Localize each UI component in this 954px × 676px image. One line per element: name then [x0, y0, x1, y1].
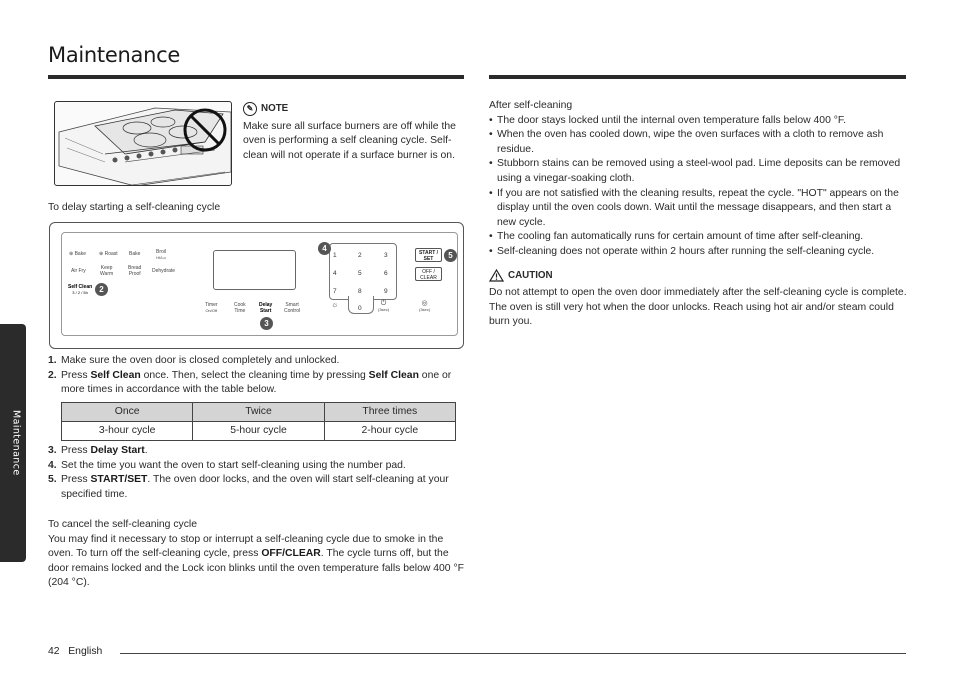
- cancel-heading: To cancel the self-cleaning cycle: [48, 519, 198, 530]
- panel-key-start-set: START / SET: [415, 248, 442, 262]
- text-run: once. Then, select the cleaning time by pressing: [140, 369, 369, 381]
- panel-key-dehydrate: Dehydrate: [152, 268, 176, 274]
- step-number: 2.: [48, 369, 57, 381]
- panel-key-bread-proof: Bread Proof: [128, 265, 142, 277]
- callout-badge-5: 5: [444, 249, 457, 262]
- cooktop-illustration: [54, 101, 232, 186]
- text-run: . The cycle turns off, but the door remains locked and the Lock icon blinks until the oven temperature falls below 400 °F (204 °C).: [48, 548, 464, 589]
- step-text: [61, 369, 464, 398]
- bullet-text: The cooling fan automatically runs for certain amount of time after self-cleaning.: [497, 231, 864, 243]
- text-run: Press: [61, 445, 91, 456]
- delay-heading: To delay starting a self-cleaning cycle: [48, 202, 221, 213]
- bullet-text: The door stays locked until the internal oven temperature falls below 400 °F.: [497, 114, 846, 126]
- cancel-text: [48, 533, 466, 591]
- numpad-key-5: 5: [358, 270, 362, 277]
- text-run: Press: [61, 474, 91, 486]
- panel-key-delay-start: Delay Start: [259, 302, 273, 314]
- numpad-key-3: 3: [384, 252, 388, 259]
- step-text: [61, 354, 464, 369]
- panel-key-broil: Broil HI/Lo: [156, 249, 167, 260]
- panel-key-bake: ⊕ Bake: [69, 251, 86, 257]
- panel-key-smart-control: Smart Control: [284, 302, 301, 314]
- numpad-key-7: 7: [333, 288, 337, 295]
- list-item: [489, 245, 909, 260]
- title-rule-left: [48, 75, 464, 79]
- right-column: [489, 99, 909, 330]
- self-clean-cycle-table: [61, 402, 456, 441]
- bullet-icon: •: [489, 245, 493, 257]
- step-item: [48, 369, 464, 398]
- numpad-key-8: 8: [358, 288, 362, 295]
- panel-key-air-fry: Air Fry: [71, 268, 86, 274]
- light-icon: ☼: [331, 300, 339, 309]
- panel-key-timer: Timer On/Off: [205, 302, 218, 313]
- numpad-key-4: 4: [333, 270, 337, 277]
- steps-list-b: [48, 444, 464, 502]
- list-item: [489, 230, 909, 245]
- bullet-text: If you are not satisfied with the cleaning results, repeat the cycle. "HOT" appears on the display until the oven cools down. Wait until the message disappears, and then start a new cycle.: [497, 187, 899, 228]
- text-run: . The oven door locks, and the oven will start self-cleaning at your specified time.: [61, 474, 449, 500]
- panel-key-off-clear: OFF / CLEAR: [415, 267, 442, 281]
- table-cell: 2-hour cycle: [324, 422, 455, 441]
- text-run: Press: [61, 369, 91, 381]
- panel-key-cook-time: Cook Time: [234, 302, 246, 314]
- step-number: 4.: [48, 459, 57, 471]
- bold-key-name: Delay Start: [90, 445, 145, 456]
- numpad-key-1: 1: [333, 252, 337, 259]
- bullet-icon: •: [489, 129, 493, 141]
- range-drawing: [55, 102, 232, 186]
- note-text: Make sure all surface burners are off while the oven is performing a self cleaning cycle. Self-clean will not operate if a surface burner is on.: [243, 120, 456, 161]
- table-header: Once: [62, 403, 193, 422]
- step-item: [48, 444, 464, 459]
- after-bullet-list: [489, 114, 909, 260]
- panel-display: [213, 250, 296, 290]
- step-number: 3.: [48, 445, 57, 456]
- note-icon: ✎: [243, 102, 257, 116]
- step-text: [61, 459, 464, 474]
- bullet-icon: •: [489, 231, 493, 243]
- page-number: 42: [48, 646, 60, 657]
- table-cell: 5-hour cycle: [193, 422, 324, 441]
- bullet-text: When the oven has cooled down, wipe the oven surfaces with a cloth to remove ash residue.: [497, 129, 884, 155]
- caution-text: Do not attempt to open the oven door immediately after the self-cleaning cycle is complete. The oven is still very hot when the door unlocks. Reach using hot air and/or steam could burn you.: [489, 287, 907, 328]
- text-run: Set the time you want the oven to start self-cleaning using the number pad.: [61, 459, 406, 471]
- bold-key-name: Self Clean: [368, 369, 419, 381]
- step-text: [61, 473, 464, 502]
- cancel-block: [48, 518, 466, 591]
- step-number: 5.: [48, 474, 57, 486]
- bullet-text: Stubborn stains can be removed using a steel-wool pad. Lime deposits can be removed using a vinegar-soaking cloth.: [497, 158, 901, 184]
- step-number: 1.: [48, 355, 57, 366]
- panel-key-keep-warm: Keep Warm: [100, 265, 114, 277]
- after-heading: After self-cleaning: [489, 100, 573, 111]
- callout-badge-2: 2: [95, 283, 108, 296]
- step-item: [48, 473, 464, 502]
- caution-label: CAUTION: [508, 269, 553, 281]
- panel-key-bake-2: Bake: [129, 251, 141, 257]
- step-item: [48, 459, 464, 474]
- page-footer: [48, 645, 102, 660]
- list-item: [489, 157, 909, 186]
- text-run: .: [144, 445, 148, 456]
- steps-list-a: [48, 354, 464, 398]
- title-rule-right: [489, 75, 906, 79]
- numpad-key-6: 6: [384, 270, 388, 277]
- step-item: [48, 354, 464, 369]
- text-run: one or more times in accordance with the table below.: [61, 369, 452, 396]
- bullet-icon: •: [489, 114, 493, 126]
- warning-icon: [489, 269, 504, 282]
- bullet-text: Self-cleaning does not operate within 2 hours after running the self-cleaning cycle.: [497, 245, 875, 257]
- step-text: [61, 444, 464, 459]
- numpad-key-9: 9: [384, 288, 388, 295]
- table-cell: 3-hour cycle: [62, 422, 193, 441]
- bold-key-name: START/SET: [90, 474, 148, 486]
- wifi-icon: ◎ (3sec): [419, 300, 431, 312]
- bullet-icon: •: [489, 158, 493, 170]
- callout-badge-4: 4: [318, 242, 331, 255]
- footer-language: English: [68, 646, 103, 657]
- text-run: You may find it necessary to stop or interrupt a self-cleaning cycle due to smoke in the oven. To turn off the self-cleaning cycle, press: [48, 533, 444, 560]
- panel-key-self-clean: Self Clean 3 / 2 / 5h: [68, 284, 93, 295]
- table-header: Twice: [193, 403, 324, 422]
- numpad-key-2: 2: [358, 252, 362, 259]
- panel-key-roast: ⊕ Roast: [99, 251, 118, 257]
- note-heading: [243, 102, 465, 117]
- lock-icon: ⏻ (3sec): [378, 300, 390, 312]
- table-row: [62, 422, 456, 441]
- list-item: [489, 187, 909, 231]
- note-label: NOTE: [261, 103, 289, 114]
- callout-badge-3: 3: [260, 317, 273, 330]
- page-title: Maintenance: [48, 43, 180, 67]
- caution-heading: [489, 269, 909, 284]
- bold-key-name: OFF/CLEAR: [261, 548, 321, 560]
- side-section-tab[interactable]: [0, 324, 26, 562]
- numpad-key-0: 0: [358, 305, 362, 312]
- bold-key-name: Self Clean: [90, 369, 141, 381]
- table-header: Three times: [324, 403, 455, 422]
- footer-rule: [120, 653, 906, 654]
- list-item: [489, 128, 909, 157]
- text-run: Make sure the oven door is closed completely and unlocked.: [61, 355, 340, 366]
- side-tab-label: Maintenance: [10, 410, 22, 476]
- note-block: [243, 102, 465, 163]
- list-item: [489, 114, 909, 129]
- bullet-icon: •: [489, 187, 493, 199]
